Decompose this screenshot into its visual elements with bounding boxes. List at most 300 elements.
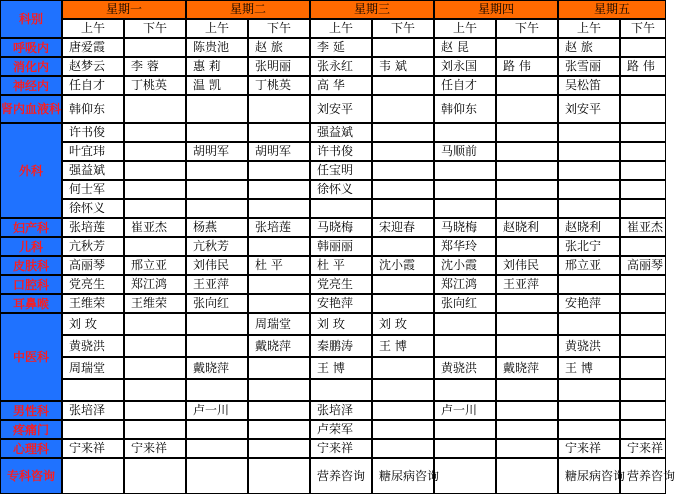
cell-3-1-7-text: 任自才 <box>441 78 478 92</box>
cell-13-1-9-text <box>559 421 619 438</box>
cell-12-1-7-text: 卢一川 <box>441 403 478 417</box>
cell-9-1-3 <box>186 275 248 294</box>
cell-10-1-3-text: 张向红 <box>193 296 230 310</box>
cell-3-1-4-text: 丁桃英 <box>255 78 292 92</box>
cell-11-1-1-text: 刘 玫 <box>69 316 97 331</box>
dept-9 <box>0 275 62 294</box>
cell-5-3-5-text: 任宝明 <box>317 163 354 177</box>
cell-8-1-7-text: 沈小霞 <box>441 258 478 272</box>
cell-4-1-7 <box>434 95 496 123</box>
cell-15-1-7-text <box>435 459 495 493</box>
dept-1 <box>0 38 62 57</box>
cell-1-1-10 <box>620 38 666 57</box>
cell-7-1-8-text <box>497 238 557 255</box>
cell-4-1-8-text <box>497 96 557 122</box>
day-header-1-text: 星期一 <box>105 2 142 16</box>
cell-1-1-2 <box>124 38 186 57</box>
cell-11-3-10-text <box>621 358 665 378</box>
cell-9-1-10 <box>620 275 666 294</box>
cell-5-1-5 <box>310 123 372 142</box>
cell-5-4-8 <box>496 180 558 199</box>
cell-1-1-1 <box>62 38 124 57</box>
cell-5-1-2-text <box>125 124 185 141</box>
cell-5-1-3 <box>186 123 248 142</box>
cell-12-1-8 <box>496 401 558 420</box>
cell-5-1-8-text <box>497 124 557 141</box>
cell-5-2-1 <box>62 142 124 161</box>
cell-11-4-3-text <box>187 380 247 400</box>
cell-14-1-3 <box>186 439 248 458</box>
cell-5-4-2-text <box>125 181 185 198</box>
slot-header-1-2-text: 下午 <box>142 21 167 35</box>
cell-10-1-1-text: 王维荣 <box>69 296 106 310</box>
cell-14-1-4-text <box>249 440 309 457</box>
cell-5-1-2 <box>124 123 186 142</box>
cell-5-1-9-text <box>559 124 619 141</box>
cell-12-1-1 <box>62 401 124 420</box>
cell-10-1-4 <box>248 294 310 313</box>
cell-5-1-4-text <box>249 124 309 141</box>
cell-4-1-1-text: 韩仰东 <box>69 101 106 116</box>
slot-header-3-1 <box>310 19 372 38</box>
cell-5-1-1 <box>62 123 124 142</box>
cell-9-1-6-text <box>373 276 433 293</box>
cell-5-2-5-text: 许书俊 <box>317 144 354 158</box>
cell-8-1-9-text: 邢立亚 <box>565 258 602 272</box>
dept-2-text: 消化内 <box>12 59 49 74</box>
cell-11-2-9 <box>558 335 620 357</box>
cell-9-1-1-text: 党亮生 <box>69 277 106 291</box>
cell-8-1-1 <box>62 256 124 275</box>
cell-10-1-2-text: 王维荣 <box>131 296 168 310</box>
cell-5-3-1 <box>62 161 124 180</box>
cell-4-1-1 <box>62 95 124 123</box>
cell-5-4-10 <box>620 180 666 199</box>
cell-15-1-2 <box>124 458 186 494</box>
cell-6-1-6 <box>372 218 434 237</box>
cell-15-1-3-text <box>187 459 247 493</box>
cell-11-3-3-text: 戴晓萍 <box>193 360 230 375</box>
slot-header-4-1-text: 上午 <box>452 21 477 35</box>
cell-11-2-3 <box>186 335 248 357</box>
cell-6-1-5-text: 马晓梅 <box>317 220 354 234</box>
cell-9-1-9-text <box>559 276 619 293</box>
cell-11-1-6 <box>372 313 434 335</box>
cell-5-5-4-text <box>249 200 309 217</box>
cell-5-2-3-text: 胡明军 <box>193 144 230 158</box>
slot-header-4-2-text: 下午 <box>514 21 539 35</box>
day-header-5 <box>558 0 666 19</box>
cell-6-1-1-text: 张培莲 <box>69 220 106 234</box>
day-header-4 <box>434 0 558 19</box>
cell-9-1-5-text: 党亮生 <box>317 277 354 291</box>
cell-5-5-8 <box>496 199 558 218</box>
cell-11-2-2-text <box>125 336 185 356</box>
cell-11-1-1 <box>62 313 124 335</box>
cell-12-1-6 <box>372 401 434 420</box>
cell-11-2-10-text <box>621 336 665 356</box>
cell-3-1-2 <box>124 76 186 95</box>
cell-4-1-3-text <box>187 96 247 122</box>
cell-11-4-8 <box>496 379 558 401</box>
cell-13-1-10-text <box>621 421 665 438</box>
cell-3-1-8 <box>496 76 558 95</box>
cell-11-3-7-text: 黄骁洪 <box>441 360 478 375</box>
cell-14-1-6 <box>372 439 434 458</box>
cell-13-1-1-text <box>63 421 123 438</box>
slot-header-2-1 <box>186 19 248 38</box>
dept-1-text: 呼吸内 <box>12 40 49 55</box>
cell-7-1-1 <box>62 237 124 256</box>
cell-15-1-10 <box>620 458 675 494</box>
cell-10-1-4-text <box>249 295 309 312</box>
cell-14-1-9-text: 宁来祥 <box>565 441 602 455</box>
cell-14-1-9 <box>558 439 620 458</box>
cell-12-1-8-text <box>497 402 557 419</box>
cell-4-1-3 <box>186 95 248 123</box>
cell-8-1-8 <box>496 256 558 275</box>
cell-7-1-10 <box>620 237 666 256</box>
cell-5-3-2-text <box>125 162 185 179</box>
cell-15-1-5 <box>310 458 372 494</box>
cell-11-3-9-text: 王 博 <box>565 360 593 375</box>
cell-5-5-6 <box>372 199 434 218</box>
cell-3-1-5-text: 高 华 <box>317 78 345 92</box>
dept-11 <box>0 313 62 401</box>
cell-5-5-2 <box>124 199 186 218</box>
cell-13-1-3-text <box>187 421 247 438</box>
cell-5-4-4-text <box>249 181 309 198</box>
cell-5-5-1 <box>62 199 124 218</box>
dept-8 <box>0 256 62 275</box>
slot-header-5-1-text: 上午 <box>576 21 601 35</box>
cell-3-1-6-text <box>373 77 433 94</box>
cell-5-2-4-text: 胡明军 <box>255 144 292 158</box>
cell-5-4-3-text <box>187 181 247 198</box>
cell-6-1-9-text: 赵晓利 <box>565 220 602 234</box>
cell-15-1-10-text: 营养咨询 <box>627 468 675 483</box>
dept-8-text: 皮肤科 <box>12 258 49 273</box>
cell-11-3-5 <box>310 357 372 379</box>
cell-4-1-4-text <box>249 96 309 122</box>
cell-14-1-7 <box>434 439 496 458</box>
cell-13-1-4 <box>248 420 310 439</box>
slot-header-1-1 <box>62 19 124 38</box>
cell-4-1-6 <box>372 95 434 123</box>
slot-header-5-1 <box>558 19 620 38</box>
slot-header-2-2-text: 下午 <box>266 21 291 35</box>
cell-11-1-7-text <box>435 314 495 334</box>
cell-11-3-6-text <box>373 358 433 378</box>
cell-5-2-6 <box>372 142 434 161</box>
cell-5-2-9 <box>558 142 620 161</box>
cell-4-1-5 <box>310 95 372 123</box>
cell-10-1-9-text: 安艳萍 <box>565 296 602 310</box>
cell-10-1-8 <box>496 294 558 313</box>
cell-5-2-8 <box>496 142 558 161</box>
cell-11-1-5-text: 刘 玫 <box>317 316 345 331</box>
cell-4-1-2 <box>124 95 186 123</box>
cell-12-1-4 <box>248 401 310 420</box>
cell-1-1-2-text <box>125 39 185 56</box>
cell-1-1-8 <box>496 38 558 57</box>
cell-9-1-10-text <box>621 276 665 293</box>
slot-header-4-1 <box>434 19 496 38</box>
cell-5-3-5 <box>310 161 372 180</box>
cell-14-1-2 <box>124 439 186 458</box>
cell-5-3-1-text: 强益斌 <box>69 163 106 177</box>
cell-11-3-5-text: 王 博 <box>317 360 345 375</box>
cell-5-5-5-text <box>311 200 371 217</box>
slot-header-1-2 <box>124 19 186 38</box>
cell-8-1-10-text: 高丽琴 <box>627 258 664 272</box>
cell-10-1-10 <box>620 294 666 313</box>
dept-5 <box>0 123 62 218</box>
cell-12-1-10-text <box>621 402 665 419</box>
cell-11-1-2 <box>124 313 186 335</box>
cell-5-5-5 <box>310 199 372 218</box>
cell-7-1-5 <box>310 237 372 256</box>
cell-4-1-9 <box>558 95 620 123</box>
cell-11-2-10 <box>620 335 666 357</box>
cell-15-1-9 <box>558 458 626 494</box>
cell-11-4-6-text <box>373 380 433 400</box>
cell-12-1-6-text <box>373 402 433 419</box>
cell-5-2-7 <box>434 142 496 161</box>
cell-5-1-3-text <box>187 124 247 141</box>
cell-5-1-10-text <box>621 124 665 141</box>
cell-10-1-9 <box>558 294 620 313</box>
cell-6-1-3 <box>186 218 248 237</box>
cell-12-1-7 <box>434 401 496 420</box>
cell-3-1-1-text: 任自才 <box>69 78 106 92</box>
cell-12-1-9 <box>558 401 620 420</box>
cell-2-1-6-text: 韦 斌 <box>379 59 407 73</box>
cell-11-1-7 <box>434 313 496 335</box>
cell-11-2-8-text <box>497 336 557 356</box>
cell-3-1-3-text: 温 凯 <box>193 78 221 92</box>
cell-11-4-8-text <box>497 380 557 400</box>
cell-2-1-10 <box>620 57 666 76</box>
header-corner <box>0 0 62 38</box>
cell-7-1-5-text: 韩丽丽 <box>317 239 354 253</box>
day-header-2-text: 星期二 <box>229 2 266 16</box>
cell-2-1-9-text: 张雪丽 <box>565 59 602 73</box>
cell-1-1-5-text: 李 延 <box>317 40 345 54</box>
cell-8-1-5-text: 杜 平 <box>317 258 345 272</box>
cell-4-1-6-text <box>373 96 433 122</box>
cell-11-3-4 <box>248 357 310 379</box>
slot-header-3-2-text: 下午 <box>390 21 415 35</box>
cell-3-1-1 <box>62 76 124 95</box>
cell-5-2-4 <box>248 142 310 161</box>
dept-3-text: 神经内 <box>12 78 49 93</box>
cell-2-1-7-text: 刘永国 <box>441 59 478 73</box>
cell-3-1-9 <box>558 76 620 95</box>
cell-4-1-10 <box>620 95 666 123</box>
cell-5-5-3-text <box>187 200 247 217</box>
cell-11-4-4 <box>248 379 310 401</box>
cell-7-1-1-text: 亢秋芳 <box>69 239 106 253</box>
cell-6-1-4 <box>248 218 310 237</box>
cell-5-4-10-text <box>621 181 665 198</box>
cell-11-2-7-text <box>435 336 495 356</box>
cell-14-1-8 <box>496 439 558 458</box>
cell-14-1-4 <box>248 439 310 458</box>
cell-5-5-7 <box>434 199 496 218</box>
cell-5-2-9-text <box>559 143 619 160</box>
cell-5-3-10-text <box>621 162 665 179</box>
cell-7-1-7 <box>434 237 496 256</box>
cell-6-1-1 <box>62 218 124 237</box>
cell-7-1-9-text: 张北宁 <box>565 239 602 253</box>
slot-header-5-2-text: 下午 <box>630 21 655 35</box>
cell-5-3-8 <box>496 161 558 180</box>
cell-11-4-9-text <box>559 380 619 400</box>
cell-5-2-8-text <box>497 143 557 160</box>
cell-11-1-8 <box>496 313 558 335</box>
cell-8-1-4-text: 杜 平 <box>255 258 283 272</box>
cell-9-1-9 <box>558 275 620 294</box>
cell-2-1-8-text: 路 伟 <box>503 59 531 73</box>
day-header-2 <box>186 0 310 19</box>
cell-11-2-6-text: 王 博 <box>379 338 407 353</box>
cell-13-1-7-text <box>435 421 495 438</box>
day-header-1 <box>62 0 186 19</box>
cell-11-1-5 <box>310 313 372 335</box>
cell-5-5-8-text <box>497 200 557 217</box>
cell-5-3-7-text <box>435 162 495 179</box>
cell-4-1-4 <box>248 95 310 123</box>
cell-5-2-2 <box>124 142 186 161</box>
cell-14-1-1 <box>62 439 124 458</box>
cell-14-1-3-text <box>187 440 247 457</box>
cell-1-1-9-text: 赵 旅 <box>565 40 593 54</box>
cell-14-1-5 <box>310 439 372 458</box>
cell-6-1-8-text: 赵晓利 <box>503 220 540 234</box>
cell-8-1-6-text: 沈小霞 <box>379 258 416 272</box>
cell-10-1-2 <box>124 294 186 313</box>
cell-10-1-6-text <box>373 295 433 312</box>
cell-7-1-3 <box>186 237 248 256</box>
cell-5-4-5 <box>310 180 372 199</box>
cell-2-1-10-text: 路 伟 <box>627 59 655 73</box>
cell-5-5-7-text <box>435 200 495 217</box>
cell-9-1-2 <box>124 275 186 294</box>
dept-5-text: 外科 <box>18 163 43 178</box>
cell-5-3-4-text <box>249 162 309 179</box>
cell-11-4-2-text <box>125 380 185 400</box>
cell-14-1-1-text: 宁来祥 <box>69 441 106 455</box>
cell-1-1-4 <box>248 38 310 57</box>
cell-5-5-2-text <box>125 200 185 217</box>
cell-15-1-3 <box>186 458 248 494</box>
slot-header-3-2 <box>372 19 434 38</box>
cell-15-1-6-text: 糖尿病咨询 <box>379 468 440 483</box>
cell-11-4-3 <box>186 379 248 401</box>
cell-11-1-4 <box>248 313 310 335</box>
cell-5-3-3 <box>186 161 248 180</box>
cell-12-1-10 <box>620 401 666 420</box>
cell-5-4-9 <box>558 180 620 199</box>
cell-2-1-8 <box>496 57 558 76</box>
cell-5-1-8 <box>496 123 558 142</box>
cell-11-1-6-text: 刘 玫 <box>379 316 407 331</box>
dept-4-text: 肾内血液科 <box>1 102 62 116</box>
day-header-5-text: 星期五 <box>593 2 630 16</box>
cell-11-2-1 <box>62 335 124 357</box>
dept-14-text: 心理科 <box>12 441 49 456</box>
dept-14 <box>0 439 62 458</box>
cell-8-1-3-text: 刘伟民 <box>193 258 230 272</box>
cell-11-4-7-text <box>435 380 495 400</box>
cell-5-4-6 <box>372 180 434 199</box>
cell-10-1-6 <box>372 294 434 313</box>
cell-9-1-8 <box>496 275 558 294</box>
cell-5-3-6 <box>372 161 434 180</box>
dept-15-text: 专科咨询 <box>6 469 55 483</box>
cell-11-4-5-text <box>311 380 371 400</box>
dept-11-text: 中医科 <box>12 350 49 364</box>
cell-12-1-3 <box>186 401 248 420</box>
cell-11-2-1-text: 黄骁洪 <box>69 338 106 353</box>
cell-13-1-6-text <box>373 421 433 438</box>
cell-11-2-4 <box>248 335 310 357</box>
cell-10-1-10-text <box>621 295 665 312</box>
cell-11-2-3-text <box>187 336 247 356</box>
cell-5-1-4 <box>248 123 310 142</box>
cell-5-5-3 <box>186 199 248 218</box>
dept-2 <box>0 57 62 76</box>
cell-5-1-7 <box>434 123 496 142</box>
cell-5-4-1-text: 何士军 <box>69 182 106 196</box>
cell-5-5-9-text <box>559 200 619 217</box>
cell-7-1-4-text <box>249 238 309 255</box>
cell-3-1-7 <box>434 76 496 95</box>
cell-2-1-4-text: 张明丽 <box>255 59 292 73</box>
cell-11-3-1-text: 周瑞堂 <box>69 360 106 375</box>
dept-6 <box>0 218 62 237</box>
cell-9-1-5 <box>310 275 372 294</box>
cell-11-4-1-text <box>63 380 123 400</box>
cell-11-3-2 <box>124 357 186 379</box>
cell-5-3-8-text <box>497 162 557 179</box>
cell-1-1-7-text: 赵 昆 <box>441 40 469 54</box>
cell-8-1-7 <box>434 256 496 275</box>
cell-13-1-4-text <box>249 421 309 438</box>
cell-2-1-3 <box>186 57 248 76</box>
cell-11-2-2 <box>124 335 186 357</box>
cell-1-1-6 <box>372 38 434 57</box>
cell-5-2-6-text <box>373 143 433 160</box>
cell-11-4-5 <box>310 379 372 401</box>
cell-13-1-7 <box>434 420 496 439</box>
cell-5-3-2 <box>124 161 186 180</box>
cell-11-4-2 <box>124 379 186 401</box>
cell-8-1-10 <box>620 256 666 275</box>
cell-5-5-10 <box>620 199 666 218</box>
cell-8-1-2-text: 邢立亚 <box>131 258 168 272</box>
cell-8-1-4 <box>248 256 310 275</box>
cell-5-3-3-text <box>187 162 247 179</box>
cell-6-1-9 <box>558 218 620 237</box>
cell-15-1-8-text <box>497 459 557 493</box>
cell-8-1-5 <box>310 256 372 275</box>
dept-9-text: 口腔科 <box>12 277 49 292</box>
cell-1-1-3-text: 陈贵池 <box>193 40 230 54</box>
slot-header-2-2 <box>248 19 310 38</box>
cell-3-1-8-text <box>497 77 557 94</box>
